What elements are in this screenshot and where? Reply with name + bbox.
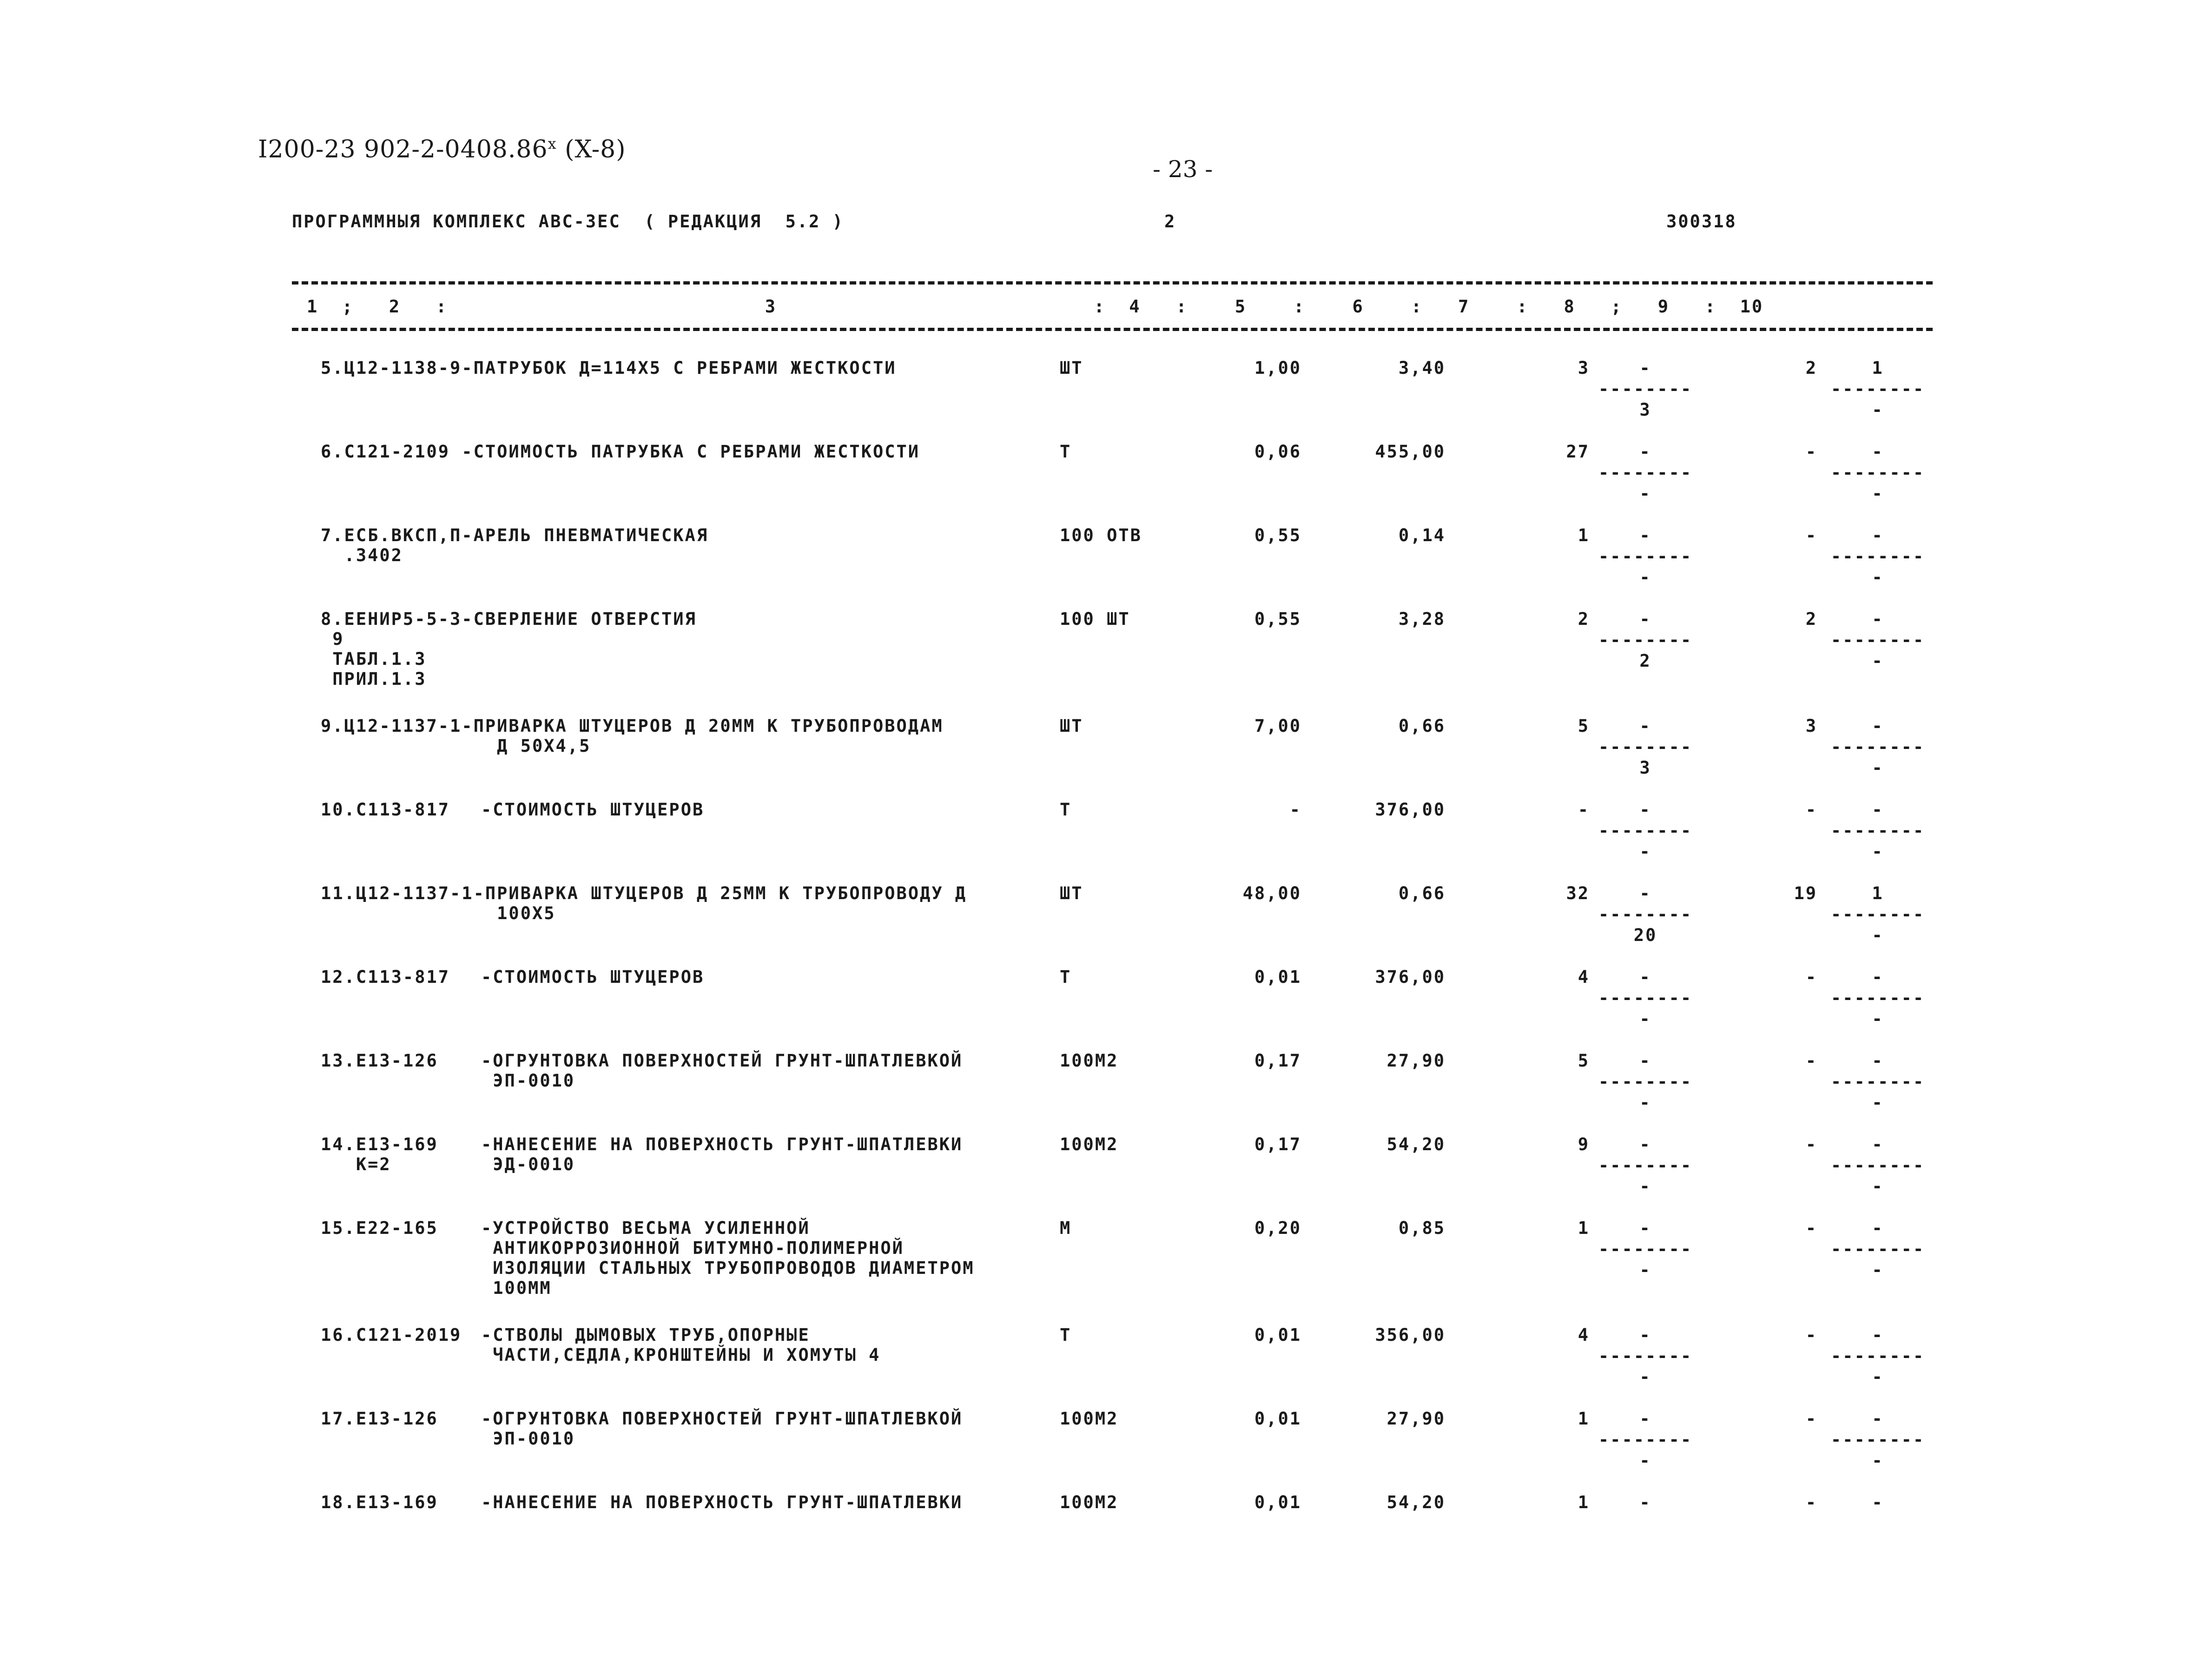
row-col10-line: --------	[1830, 379, 1925, 399]
row-col10-bottom: -	[1872, 841, 1884, 861]
row-col9: -	[1805, 1492, 1817, 1512]
row-code: 14.Е13-169 К=2	[321, 1134, 438, 1174]
row-col8-bottom: -	[1639, 567, 1651, 587]
row-col7: 9	[1578, 1134, 1590, 1154]
row-code: 12.С113-817	[321, 967, 450, 987]
row-col10-line: --------	[1830, 1346, 1925, 1366]
table-top-rule	[292, 281, 1933, 285]
row-price: 0,66	[1398, 883, 1446, 903]
row-col8-bottom: -	[1639, 1093, 1651, 1113]
row-col8-line: --------	[1598, 1346, 1693, 1366]
row-price: 376,00	[1375, 800, 1446, 820]
row-col10-line: --------	[1830, 1072, 1925, 1092]
row-col8-line: --------	[1598, 1155, 1693, 1175]
row-col7: 2	[1578, 609, 1590, 629]
row-code: 7.ЕСБ.ВКСП,П-АРЕЛЬ ПНЕВМАТИЧЕСКАЯ .3402	[321, 525, 709, 565]
row-col10-line: --------	[1830, 1239, 1925, 1259]
row-col9: -	[1805, 1134, 1817, 1154]
row-description: -ОГРУНТОВКА ПОВЕРХНОСТЕЙ ГРУНТ-ШПАТЛЕВКОЙ ЭП-0010	[481, 1409, 963, 1449]
row-col7: 5	[1578, 716, 1590, 736]
row-description: -НАНЕСЕНИЕ НА ПОВЕРХНОСТЬ ГРУНТ-ШПАТЛЕВКИ ЭД-0010	[481, 1134, 963, 1174]
row-col10-line: --------	[1830, 463, 1925, 483]
row-col9: -	[1805, 800, 1817, 820]
row-description: -ОГРУНТОВКА ПОВЕРХНОСТЕЙ ГРУНТ-ШПАТЛЕВКОЙ ЭП-0010	[481, 1051, 963, 1091]
row-price: 0,14	[1398, 525, 1446, 545]
row-col7: -	[1578, 800, 1590, 820]
row-col9: -	[1805, 1051, 1817, 1071]
row-unit: 100 ОТВ	[1060, 525, 1142, 545]
row-price: 3,28	[1398, 609, 1446, 629]
row-description: -СТОИМОСТЬ ШТУЦЕРОВ	[481, 967, 705, 987]
row-col10-top: -	[1872, 1409, 1884, 1429]
row-col8-top: -	[1639, 883, 1651, 903]
row-code: 15.Е22-165	[321, 1218, 438, 1238]
row-col8-top: -	[1639, 967, 1651, 987]
row-code: 10.С113-817	[321, 800, 450, 820]
row-col8-top: -	[1639, 1492, 1651, 1512]
row-quantity: 0,20	[1254, 1218, 1301, 1238]
row-col7: 27	[1566, 442, 1590, 462]
row-description: -НАНЕСЕНИЕ НА ПОВЕРХНОСТЬ ГРУНТ-ШПАТЛЕВКИ	[481, 1492, 963, 1512]
row-col10-line: --------	[1830, 737, 1925, 757]
row-col8-top: -	[1639, 800, 1651, 820]
row-code: 5.Ц12-1138-9-ПАТРУБОК Д=114Х5 С РЕБРАМИ ЖЕСТКОСТИ	[321, 358, 897, 378]
row-unit: 100 ШТ	[1060, 609, 1130, 629]
row-col8-bottom: 20	[1633, 925, 1657, 945]
row-col8-top: -	[1639, 1409, 1651, 1429]
row-col10-bottom: -	[1872, 758, 1884, 778]
row-col10-top: 1	[1872, 358, 1884, 378]
row-col10-top: -	[1872, 1051, 1884, 1071]
row-unit: ШТ	[1060, 883, 1083, 903]
row-col10-top: -	[1872, 1134, 1884, 1154]
row-col10-bottom: -	[1872, 1260, 1884, 1280]
row-col10-top: -	[1872, 609, 1884, 629]
row-quantity: 0,17	[1254, 1134, 1301, 1154]
row-col10-line: --------	[1830, 630, 1925, 650]
row-price: 376,00	[1375, 967, 1446, 987]
row-code: 16.С121-2019	[321, 1325, 462, 1345]
row-unit: М	[1060, 1218, 1072, 1238]
header-code: 300318	[1666, 212, 1737, 232]
row-col8-line: --------	[1598, 821, 1693, 841]
row-col9: -	[1805, 442, 1817, 462]
row-col8-line: --------	[1598, 1072, 1693, 1092]
row-quantity: 0,17	[1254, 1051, 1301, 1071]
row-col8-top: -	[1639, 716, 1651, 736]
row-col10-bottom: -	[1872, 651, 1884, 671]
row-quantity: -	[1289, 800, 1301, 820]
row-quantity: 0,01	[1254, 1492, 1301, 1512]
row-col7: 1	[1578, 1409, 1590, 1429]
row-col10-line: --------	[1830, 988, 1925, 1008]
row-col10-bottom: -	[1872, 1093, 1884, 1113]
row-col10-top: -	[1872, 800, 1884, 820]
row-unit: 100М2	[1060, 1134, 1119, 1154]
row-col8-bottom: -	[1639, 1176, 1651, 1196]
row-col7: 4	[1578, 1325, 1590, 1345]
row-col8-line: --------	[1598, 988, 1693, 1008]
row-col7: 4	[1578, 967, 1590, 987]
program-header: ПРОГРАММНЫЯ КОМПЛЕКС АВС-ЗЕС ( РЕДАКЦИЯ 5.2 )	[292, 212, 844, 232]
row-col10-top: 1	[1872, 883, 1884, 903]
row-col10-top: -	[1872, 1325, 1884, 1345]
row-quantity: 0,01	[1254, 1409, 1301, 1429]
row-price: 3,40	[1398, 358, 1446, 378]
document-id-suffix: (X-8)	[556, 135, 626, 164]
row-col10-bottom: -	[1872, 567, 1884, 587]
row-code: 18.Е13-169	[321, 1492, 438, 1512]
row-price: 54,20	[1387, 1492, 1446, 1512]
document-id-text: I200-23 902-2-0408.86	[258, 135, 548, 164]
row-col8-bottom: 3	[1639, 758, 1651, 778]
row-quantity: 1,00	[1254, 358, 1301, 378]
row-col9: -	[1805, 1325, 1817, 1345]
row-quantity: 7,00	[1254, 716, 1301, 736]
row-col8-line: --------	[1598, 630, 1693, 650]
row-code: 9.Ц12-1137-1-ПРИВАРКА ШТУЦЕРОВ Д 20ММ К ТРУБОПРОВОДАМ Д 50Х4,5	[321, 716, 944, 756]
row-col10-line: --------	[1830, 546, 1925, 566]
row-col9: 3	[1805, 716, 1817, 736]
row-quantity: 0,01	[1254, 967, 1301, 987]
row-col9: -	[1805, 1218, 1817, 1238]
header-page: 2	[1164, 212, 1176, 232]
row-unit: Т	[1060, 1325, 1072, 1345]
row-code: 6.С121-2109 -СТОИМОСТЬ ПАТРУБКА С РЕБРАМИ ЖЕСТКОСТИ	[321, 442, 920, 462]
row-price: 54,20	[1387, 1134, 1446, 1154]
row-description: -УСТРОЙСТВО ВЕСЬМА УСИЛЕННОЙ АНТИКОРРОЗИОННОЙ БИТУМНО-ПОЛИМЕРНОЙ ИЗОЛЯЦИИ СТАЛЬНЫХ ТРУБОПРОВОДОВ ДИАМЕТРОМ 100ММ	[481, 1218, 975, 1298]
row-col8-bottom: 3	[1639, 400, 1651, 420]
row-unit: Т	[1060, 800, 1072, 820]
row-col10-top: -	[1872, 525, 1884, 545]
row-col10-line: --------	[1830, 1155, 1925, 1175]
row-col9: 2	[1805, 358, 1817, 378]
row-col9: -	[1805, 1409, 1817, 1429]
row-col8-top: -	[1639, 525, 1651, 545]
row-col8-line: --------	[1598, 379, 1693, 399]
row-col7: 3	[1578, 358, 1590, 378]
row-quantity: 48,00	[1242, 883, 1301, 903]
row-col8-top: -	[1639, 1134, 1651, 1154]
row-description: -СТОИМОСТЬ ШТУЦЕРОВ	[481, 800, 705, 820]
row-unit: 100М2	[1060, 1051, 1119, 1071]
row-price: 27,90	[1387, 1051, 1446, 1071]
row-unit: 100М2	[1060, 1492, 1119, 1512]
row-col7: 5	[1578, 1051, 1590, 1071]
row-col8-bottom: -	[1639, 1260, 1651, 1280]
row-code: 8.ЕЕНИР5-5-3-СВЕРЛЕНИЕ ОТВЕРСТИЯ 9 ТАБЛ.1.3 ПРИЛ.1.3	[321, 609, 697, 689]
row-col10-top: -	[1872, 442, 1884, 462]
row-price: 27,90	[1387, 1409, 1446, 1429]
row-col10-line: --------	[1830, 821, 1925, 841]
page-number: - 23 -	[1153, 156, 1213, 183]
row-col10-bottom: -	[1872, 1009, 1884, 1029]
document-id-sup: x	[548, 135, 557, 152]
row-col8-top: -	[1639, 442, 1651, 462]
row-col8-line: --------	[1598, 737, 1693, 757]
row-col10-top: -	[1872, 716, 1884, 736]
row-col8-line: --------	[1598, 463, 1693, 483]
row-col8-bottom: -	[1639, 1451, 1651, 1471]
row-col10-bottom: -	[1872, 1176, 1884, 1196]
row-unit: 100М2	[1060, 1409, 1119, 1429]
row-col8-top: -	[1639, 609, 1651, 629]
row-price: 0,66	[1398, 716, 1446, 736]
row-col9: -	[1805, 967, 1817, 987]
row-price: 0,85	[1398, 1218, 1446, 1238]
row-col10-line: --------	[1830, 1430, 1925, 1450]
row-col8-line: --------	[1598, 1239, 1693, 1259]
row-col9: 19	[1794, 883, 1817, 903]
row-quantity: 0,55	[1254, 609, 1301, 629]
row-col10-top: -	[1872, 1218, 1884, 1238]
document-id	[258, 135, 626, 163]
row-col10-bottom: -	[1872, 1367, 1884, 1387]
row-description: -СТВОЛЫ ДЫМОВЫХ ТРУБ,ОПОРНЫЕ ЧАСТИ,СЕДЛА,КРОНШТЕЙНЫ И ХОМУТЫ 4	[481, 1325, 881, 1365]
row-price: 455,00	[1375, 442, 1446, 462]
row-col8-top: -	[1639, 358, 1651, 378]
row-col10-bottom: -	[1872, 925, 1884, 945]
row-col8-top: -	[1639, 1218, 1651, 1238]
row-col8-bottom: -	[1639, 484, 1651, 503]
row-col7: 1	[1578, 525, 1590, 545]
row-col10-top: -	[1872, 967, 1884, 987]
row-price: 356,00	[1375, 1325, 1446, 1345]
row-col8-bottom: -	[1639, 1367, 1651, 1387]
row-col9: -	[1805, 525, 1817, 545]
row-code: 13.Е13-126	[321, 1051, 438, 1071]
table-header-rule	[292, 328, 1933, 331]
row-col10-bottom: -	[1872, 400, 1884, 420]
row-unit: ШТ	[1060, 358, 1083, 378]
row-col8-top: -	[1639, 1051, 1651, 1071]
row-col7: 1	[1578, 1492, 1590, 1512]
row-col7: 1	[1578, 1218, 1590, 1238]
row-code: 11.Ц12-1137-1-ПРИВАРКА ШТУЦЕРОВ Д 25ММ К ТРУБОПРОВОДУ Д 100Х5	[321, 883, 967, 923]
column-header-row: 1 ; 2 : 3 : 4 : 5 : 6 : 7 : 8 ; 9 : 10	[307, 297, 1764, 317]
row-col8-line: --------	[1598, 904, 1693, 924]
row-quantity: 0,06	[1254, 442, 1301, 462]
row-unit: Т	[1060, 442, 1072, 462]
row-col7: 32	[1566, 883, 1590, 903]
row-col10-line: --------	[1830, 904, 1925, 924]
row-col9: 2	[1805, 609, 1817, 629]
row-unit: Т	[1060, 967, 1072, 987]
row-quantity: 0,55	[1254, 525, 1301, 545]
row-col8-line: --------	[1598, 546, 1693, 566]
row-col8-bottom: -	[1639, 1009, 1651, 1029]
row-col8-bottom: 2	[1639, 651, 1651, 671]
row-col10-bottom: -	[1872, 484, 1884, 503]
row-col10-bottom: -	[1872, 1451, 1884, 1471]
row-code: 17.Е13-126	[321, 1409, 438, 1429]
row-col8-top: -	[1639, 1325, 1651, 1345]
row-unit: ШТ	[1060, 716, 1083, 736]
row-quantity: 0,01	[1254, 1325, 1301, 1345]
row-col8-bottom: -	[1639, 841, 1651, 861]
row-col8-line: --------	[1598, 1430, 1693, 1450]
row-col10-top: -	[1872, 1492, 1884, 1512]
